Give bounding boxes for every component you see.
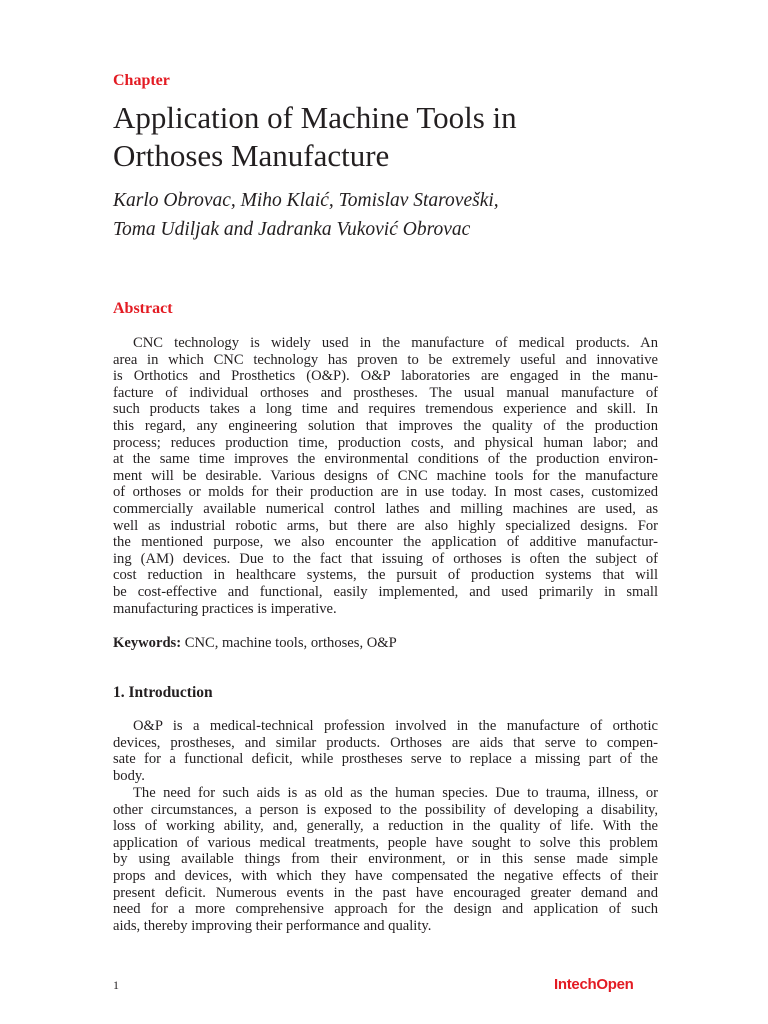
text-line: body. xyxy=(113,767,145,784)
author-line: Karlo Obrovac, Miho Klaić, Tomislav Staroveški, xyxy=(113,190,499,211)
text-line: present deficit. Numerous events in the past have encouraged greater demand and xyxy=(113,884,658,901)
chapter-label: Chapter xyxy=(113,72,170,89)
keywords-value: CNC, machine tools, orthoses, O&P xyxy=(181,635,397,651)
chapter-title-line: Orthoses Manufacture xyxy=(113,138,390,173)
introduction-paragraph xyxy=(113,718,658,784)
text-line: application of various medical treatments, people have sought to solve this problem xyxy=(113,834,658,851)
text-line: well as industrial robotic arms, but there are also highly specialized designs. For xyxy=(113,517,658,534)
chapter-title-line: Application of Machine Tools in xyxy=(113,100,517,135)
text-line: this regard, any engineering solution that improves the quality of the production xyxy=(113,417,658,434)
text-line: sate for a functional deficit, while prostheses serve to replace a missing part of the xyxy=(113,751,658,768)
text-line: devices, prostheses, and similar products. Orthoses are aids that serve to compen- xyxy=(113,734,658,751)
text-line: by using available things from their environment, or in this sense made simple xyxy=(113,851,658,868)
text-line: is Orthotics and Prosthetics (O&P). O&P laboratories are engaged in the manu- xyxy=(113,368,658,385)
text-line: aids, thereby improving their performance and quality. xyxy=(113,917,432,934)
keywords-label: Keywords: xyxy=(113,635,182,651)
text-line: at the same time improves the environmental conditions of the production environ- xyxy=(113,451,658,468)
text-line: process; reduces production time, production costs, and physical human labor; and xyxy=(113,434,658,451)
text-line: ing (AM) devices. Due to the fact that issuing of orthoses is often the subject of xyxy=(113,550,658,567)
text-line: facture of individual orthoses and prostheses. The usual manual manufacture of xyxy=(113,384,658,401)
text-line: other circumstances, a person is exposed to the possibility of developing a disability, xyxy=(113,801,658,818)
text-line: of orthoses or molds for their production are in use today. In most cases, customized xyxy=(113,484,658,501)
text-line: ment will be desirable. Various designs of CNC machine tools for the manufacture xyxy=(113,467,658,484)
author-line: Toma Udiljak and Jadranka Vuković Obrovac xyxy=(113,219,471,240)
section-heading-introduction: 1. Introduction xyxy=(113,684,213,701)
text-line: be cost-effective and functional, easily implemented, and used primarily in small xyxy=(113,583,658,600)
text-line: commercially available numerical control lathes and milling machines are used, as xyxy=(113,500,658,517)
text-line: the mentioned purpose, we also encounter the application of additive manufactur- xyxy=(113,534,658,551)
text-line: cost reduction in healthcare systems, the pursuit of production systems that will xyxy=(113,567,658,584)
text-line: need for a more comprehensive approach for the design and application of such xyxy=(113,901,658,918)
introduction-paragraph xyxy=(113,785,658,934)
text-line: The need for such aids is as old as the human species. Due to trauma, illness, or xyxy=(133,785,658,801)
text-line: CNC technology is widely used in the manufacture of medical products. An xyxy=(133,335,658,351)
text-line: O&P is a medical-technical profession involved in the manufacture of orthotic xyxy=(133,718,658,734)
page-number: 1 xyxy=(113,978,119,992)
keywords xyxy=(113,635,397,652)
text-line: loss of working ability, and, generally, a reduction in the quality of life. With the xyxy=(113,818,658,835)
chapter-title xyxy=(113,99,658,175)
author-list xyxy=(113,186,658,244)
text-line: manufacturing practices is imperative. xyxy=(113,600,337,617)
abstract-heading: Abstract xyxy=(113,300,173,317)
publisher-logo: IntechOpen xyxy=(554,976,634,993)
text-line: props and devices, with which they have compensated the negative effects of their xyxy=(113,867,658,884)
abstract-paragraph xyxy=(113,335,658,617)
text-line: area in which CNC technology has proven to be extremely useful and innovative xyxy=(113,351,658,368)
text-line: such products takes a long time and requires tremendous experience and skill. In xyxy=(113,401,658,418)
